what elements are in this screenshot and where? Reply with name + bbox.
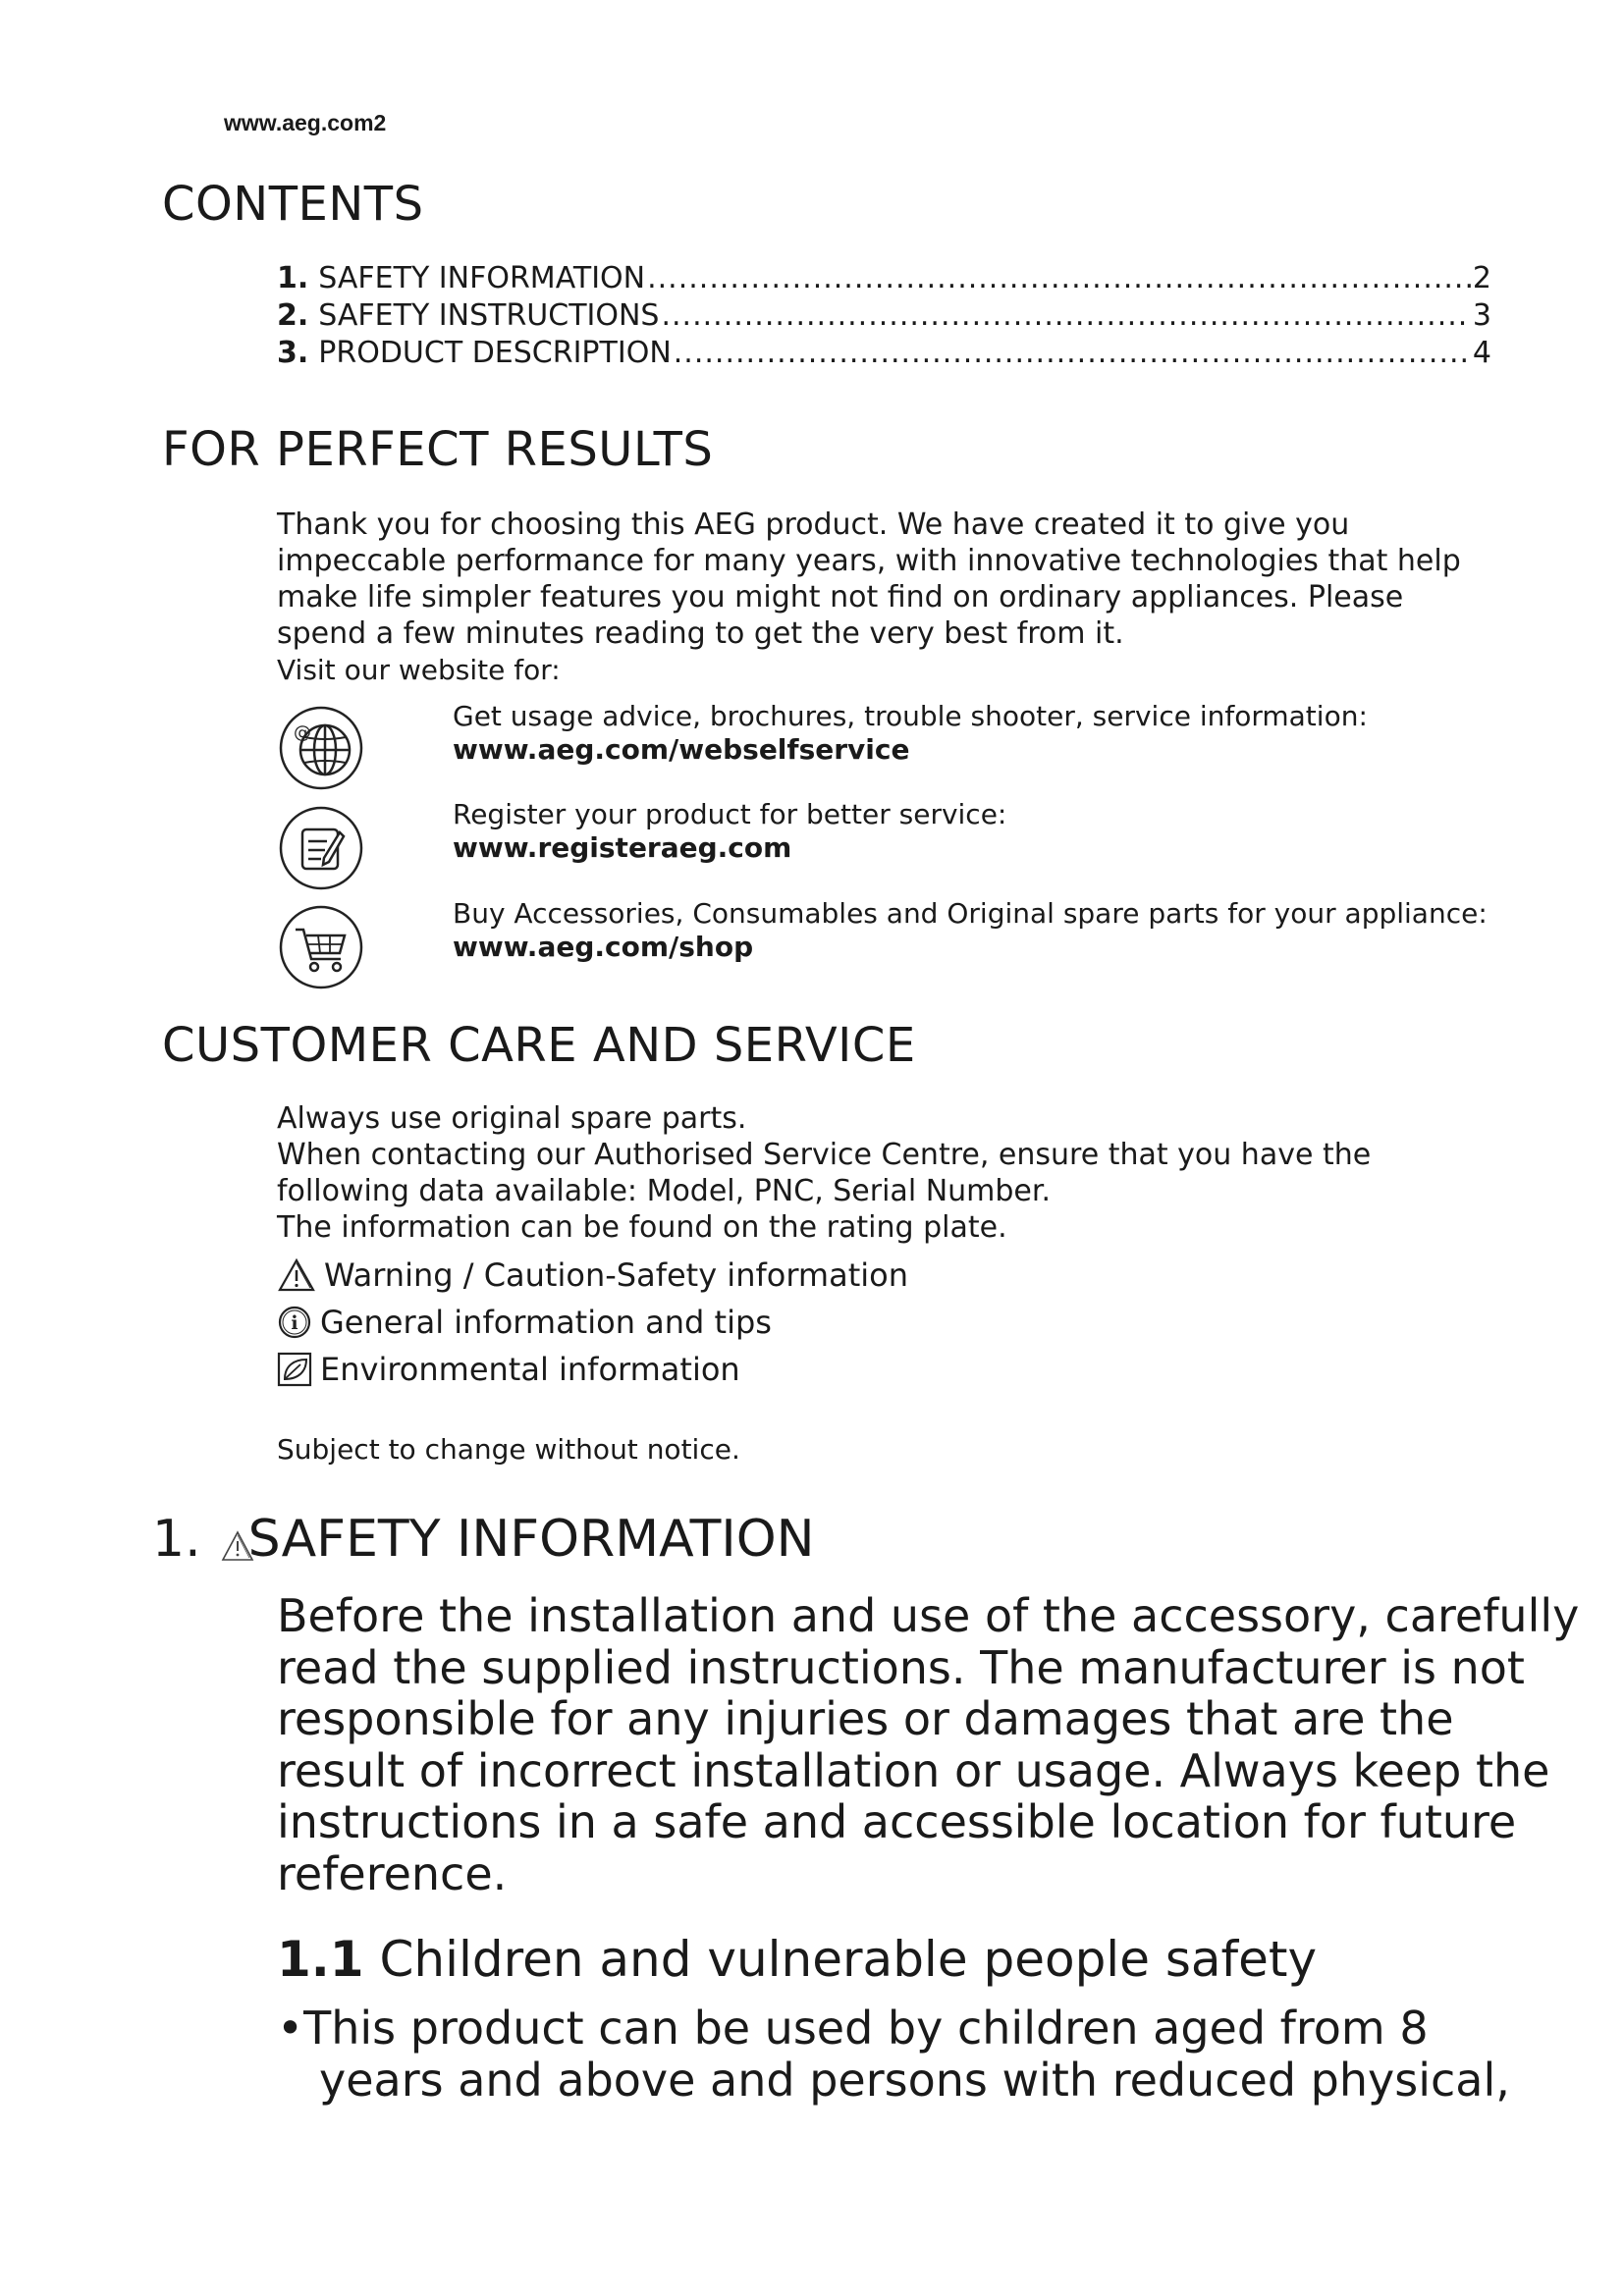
care-line: following data available: Model, PNC, Serial Number. — [277, 1174, 1051, 1208]
environment-icon — [277, 1352, 312, 1387]
toc-item-3[interactable] — [277, 336, 1491, 373]
safety-intro — [277, 1590, 1583, 1899]
toc-item-label: SAFETY INFORMATION — [318, 261, 646, 295]
safety-line: Before the installation and use of the accessory, carefully — [277, 1589, 1580, 1642]
legend-label: Environmental information — [320, 1351, 740, 1388]
bullet-line: years and above and persons with reduced physical, — [319, 2053, 1510, 2107]
safety-line: read the supplied instructions. The manufacturer is not — [277, 1640, 1525, 1694]
register-icon — [278, 805, 364, 891]
subsection-heading — [277, 1931, 1317, 1988]
toc-item-number: 1. — [277, 261, 309, 295]
change-notice: Subject to change without notice. — [277, 1433, 740, 1466]
bullet-line: This product can be used by children aged from 8 — [303, 2002, 1429, 2055]
safety-heading — [152, 1510, 815, 1569]
customer-care-text — [277, 1100, 1553, 1246]
toc-item-number: 3. — [277, 336, 309, 370]
service-item-webselfservice — [453, 700, 1582, 767]
legend-warning — [277, 1252, 1259, 1299]
section-title: SAFETY INFORMATION — [247, 1510, 815, 1569]
cart-icon — [278, 904, 364, 990]
table-of-contents — [277, 261, 1491, 373]
service-text: Get usage advice, brochures, trouble shooter, service information: — [453, 700, 1368, 732]
webselfservice-link[interactable]: www.aeg.com/webselfservice — [453, 733, 910, 766]
toc-item-label: PRODUCT DESCRIPTION — [318, 336, 672, 370]
care-line: The information can be found on the rating plate. — [277, 1210, 1007, 1245]
service-text: Register your product for better service: — [453, 798, 1007, 830]
bullet-item — [277, 2002, 1583, 2106]
legend-label: Warning / Caution-Safety information — [324, 1256, 908, 1294]
customer-care-title: CUSTOMER CARE AND SERVICE — [162, 1018, 916, 1073]
globe-icon — [278, 705, 364, 791]
subsection-number: 1.1 — [277, 1931, 364, 1988]
svg-text:i: i — [291, 1312, 298, 1334]
shop-link[interactable]: www.aeg.com/shop — [453, 931, 754, 963]
toc-leader — [674, 336, 1471, 370]
perfect-results-intro — [277, 507, 1553, 688]
info-icon — [277, 1305, 312, 1340]
subsection-title: Children and vulnerable people safety — [379, 1931, 1318, 1988]
toc-item-number: 2. — [277, 298, 309, 333]
toc-item-page: 3 — [1472, 298, 1491, 333]
contents-title: CONTENTS — [162, 177, 424, 232]
safety-line: instructions in a safe and accessible location for future — [277, 1795, 1517, 1848]
service-text: Buy Accessories, Consumables and Original spare parts for your appliance: — [453, 897, 1488, 930]
intro-line: Visit our website for: — [277, 654, 561, 686]
care-line: Always use original spare parts. — [277, 1101, 747, 1136]
symbol-legend — [277, 1252, 1259, 1393]
toc-leader — [661, 298, 1470, 333]
toc-item-label: SAFETY INSTRUCTIONS — [318, 298, 660, 333]
perfect-results-title: FOR PERFECT RESULTS — [162, 422, 714, 477]
toc-leader — [647, 261, 1471, 295]
warning-icon — [277, 1257, 316, 1293]
intro-line: Thank you for choosing this AEG product. We have created it to give you — [277, 507, 1350, 542]
intro-line: spend a few minutes reading to get the very best from it. — [277, 616, 1124, 651]
safety-line: reference. — [277, 1846, 508, 1900]
intro-line: impeccable performance for many years, with innovative technologies that help — [277, 544, 1461, 578]
service-item-register — [453, 798, 1582, 865]
care-line: When contacting our Authorised Service Centre, ensure that you have the — [277, 1138, 1372, 1172]
section-number: 1. — [152, 1510, 201, 1569]
legend-label: General information and tips — [320, 1304, 772, 1341]
legend-info — [277, 1299, 1259, 1346]
safety-line: responsible for any injuries or damages that are the — [277, 1692, 1454, 1745]
toc-item-2[interactable] — [277, 298, 1491, 336]
toc-item-page: 4 — [1472, 336, 1491, 370]
toc-item-1[interactable] — [277, 261, 1491, 298]
safety-line: result of incorrect installation or usage. Always keep the — [277, 1743, 1550, 1797]
header-url: www.aeg.com2 — [224, 110, 387, 135]
register-link[interactable]: www.registeraeg.com — [453, 831, 792, 864]
toc-item-page: 2 — [1472, 261, 1491, 295]
bullet-dot: • — [277, 2002, 304, 2055]
svg-text:@: @ — [294, 722, 311, 743]
service-item-shop — [453, 897, 1582, 964]
legend-environment — [277, 1346, 1259, 1393]
intro-line: make life simpler features you might not find on ordinary appliances. Please — [277, 580, 1404, 614]
